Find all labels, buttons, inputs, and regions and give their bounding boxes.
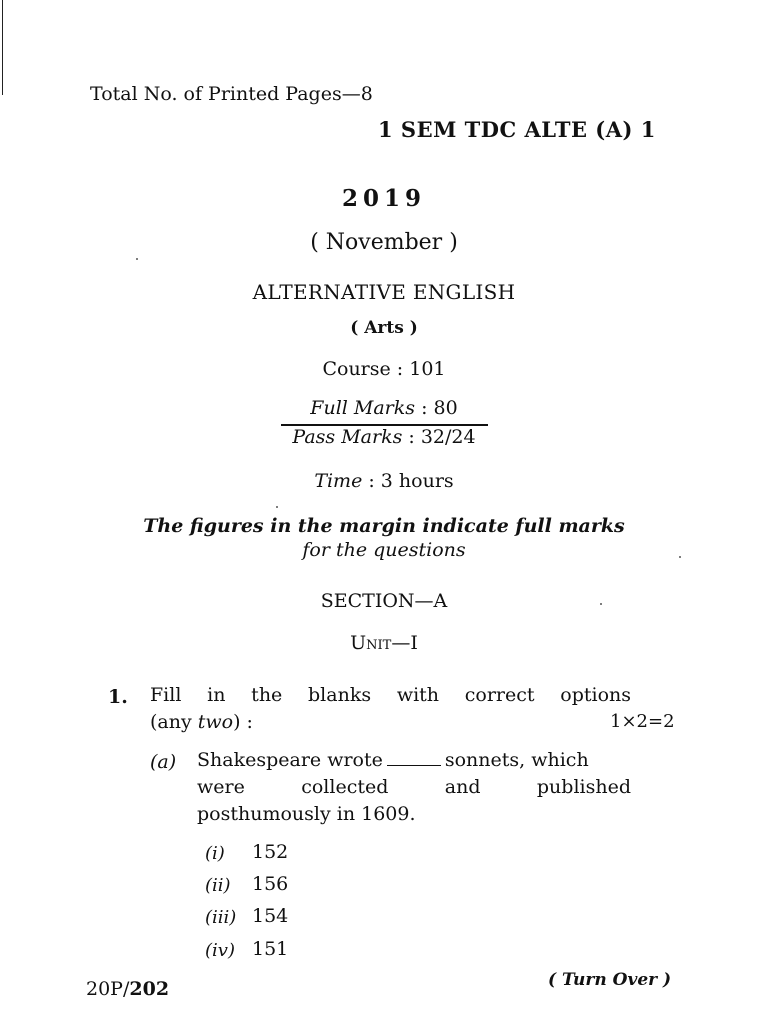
full-marks: [0, 397, 768, 419]
sub-question-text-pre: Shakespeare wrote: [197, 749, 383, 771]
option-value: 154: [252, 905, 289, 927]
paper-code-prefix: 20P/: [86, 978, 130, 1000]
question-marks: 1×2=2: [610, 711, 675, 732]
scan-speck: [136, 258, 138, 260]
option-label: (iv): [205, 940, 235, 961]
sub-question-label: (a): [150, 751, 177, 773]
sub-question-line-2: were collected and published: [197, 776, 631, 798]
scan-speck: [600, 603, 602, 605]
question-number: 1.: [108, 686, 128, 708]
paper-code-number: 202: [129, 978, 170, 1000]
scan-edge-line: [2, 0, 3, 95]
pass-marks-value: : 32/24: [402, 426, 476, 448]
question-text-line-2: [150, 711, 253, 733]
fill-in-blank: [387, 753, 441, 766]
time-value: : 3 hours: [362, 470, 454, 492]
exam-time: [0, 470, 768, 492]
printed-pages-count: Total No. of Printed Pages—8: [90, 83, 373, 105]
scan-speck: [276, 506, 278, 508]
instruction-line-2: for the questions: [302, 539, 466, 561]
instruction-line-1: The figures in the margin indicate full marks: [143, 515, 625, 537]
option-value: 156: [252, 873, 289, 895]
scan-speck: [679, 556, 681, 558]
question-text-post: ) :: [233, 711, 253, 733]
exam-year: 2019: [341, 185, 426, 212]
time-label: Time: [314, 470, 363, 492]
stream-label: ( Arts ): [350, 318, 418, 338]
section-title: SECTION—A: [320, 590, 448, 612]
option-value: 151: [252, 938, 289, 960]
pass-marks-label: Pass Marks: [292, 426, 403, 448]
full-marks-value: : 80: [415, 397, 458, 419]
exam-code: 1 SEM TDC ALTE (A) 1: [378, 117, 656, 142]
sub-question-line-1: [197, 749, 589, 771]
full-marks-label: Full Marks: [310, 397, 416, 419]
paper-code: [86, 978, 169, 1000]
question-text-line-1: Fill in the blanks with correct options: [150, 684, 631, 706]
turn-over-note: ( Turn Over ): [548, 970, 672, 990]
sub-question-text-post: sonnets, which: [444, 749, 589, 771]
question-text-emphasis: two: [197, 711, 234, 733]
question-text-pre: (any: [150, 711, 198, 733]
subject-title: ALTERNATIVE ENGLISH: [252, 280, 516, 304]
pass-marks: [0, 426, 768, 448]
option-label: (ii): [205, 875, 231, 896]
option-value: 152: [252, 841, 289, 863]
option-label: (iii): [205, 907, 237, 928]
course-number: Course : 101: [322, 358, 446, 380]
option-label: (i): [205, 843, 225, 864]
exam-month: ( November ): [310, 230, 458, 255]
sub-question-line-3: posthumously in 1609.: [197, 803, 416, 825]
unit-title: Unit—I: [350, 632, 418, 654]
